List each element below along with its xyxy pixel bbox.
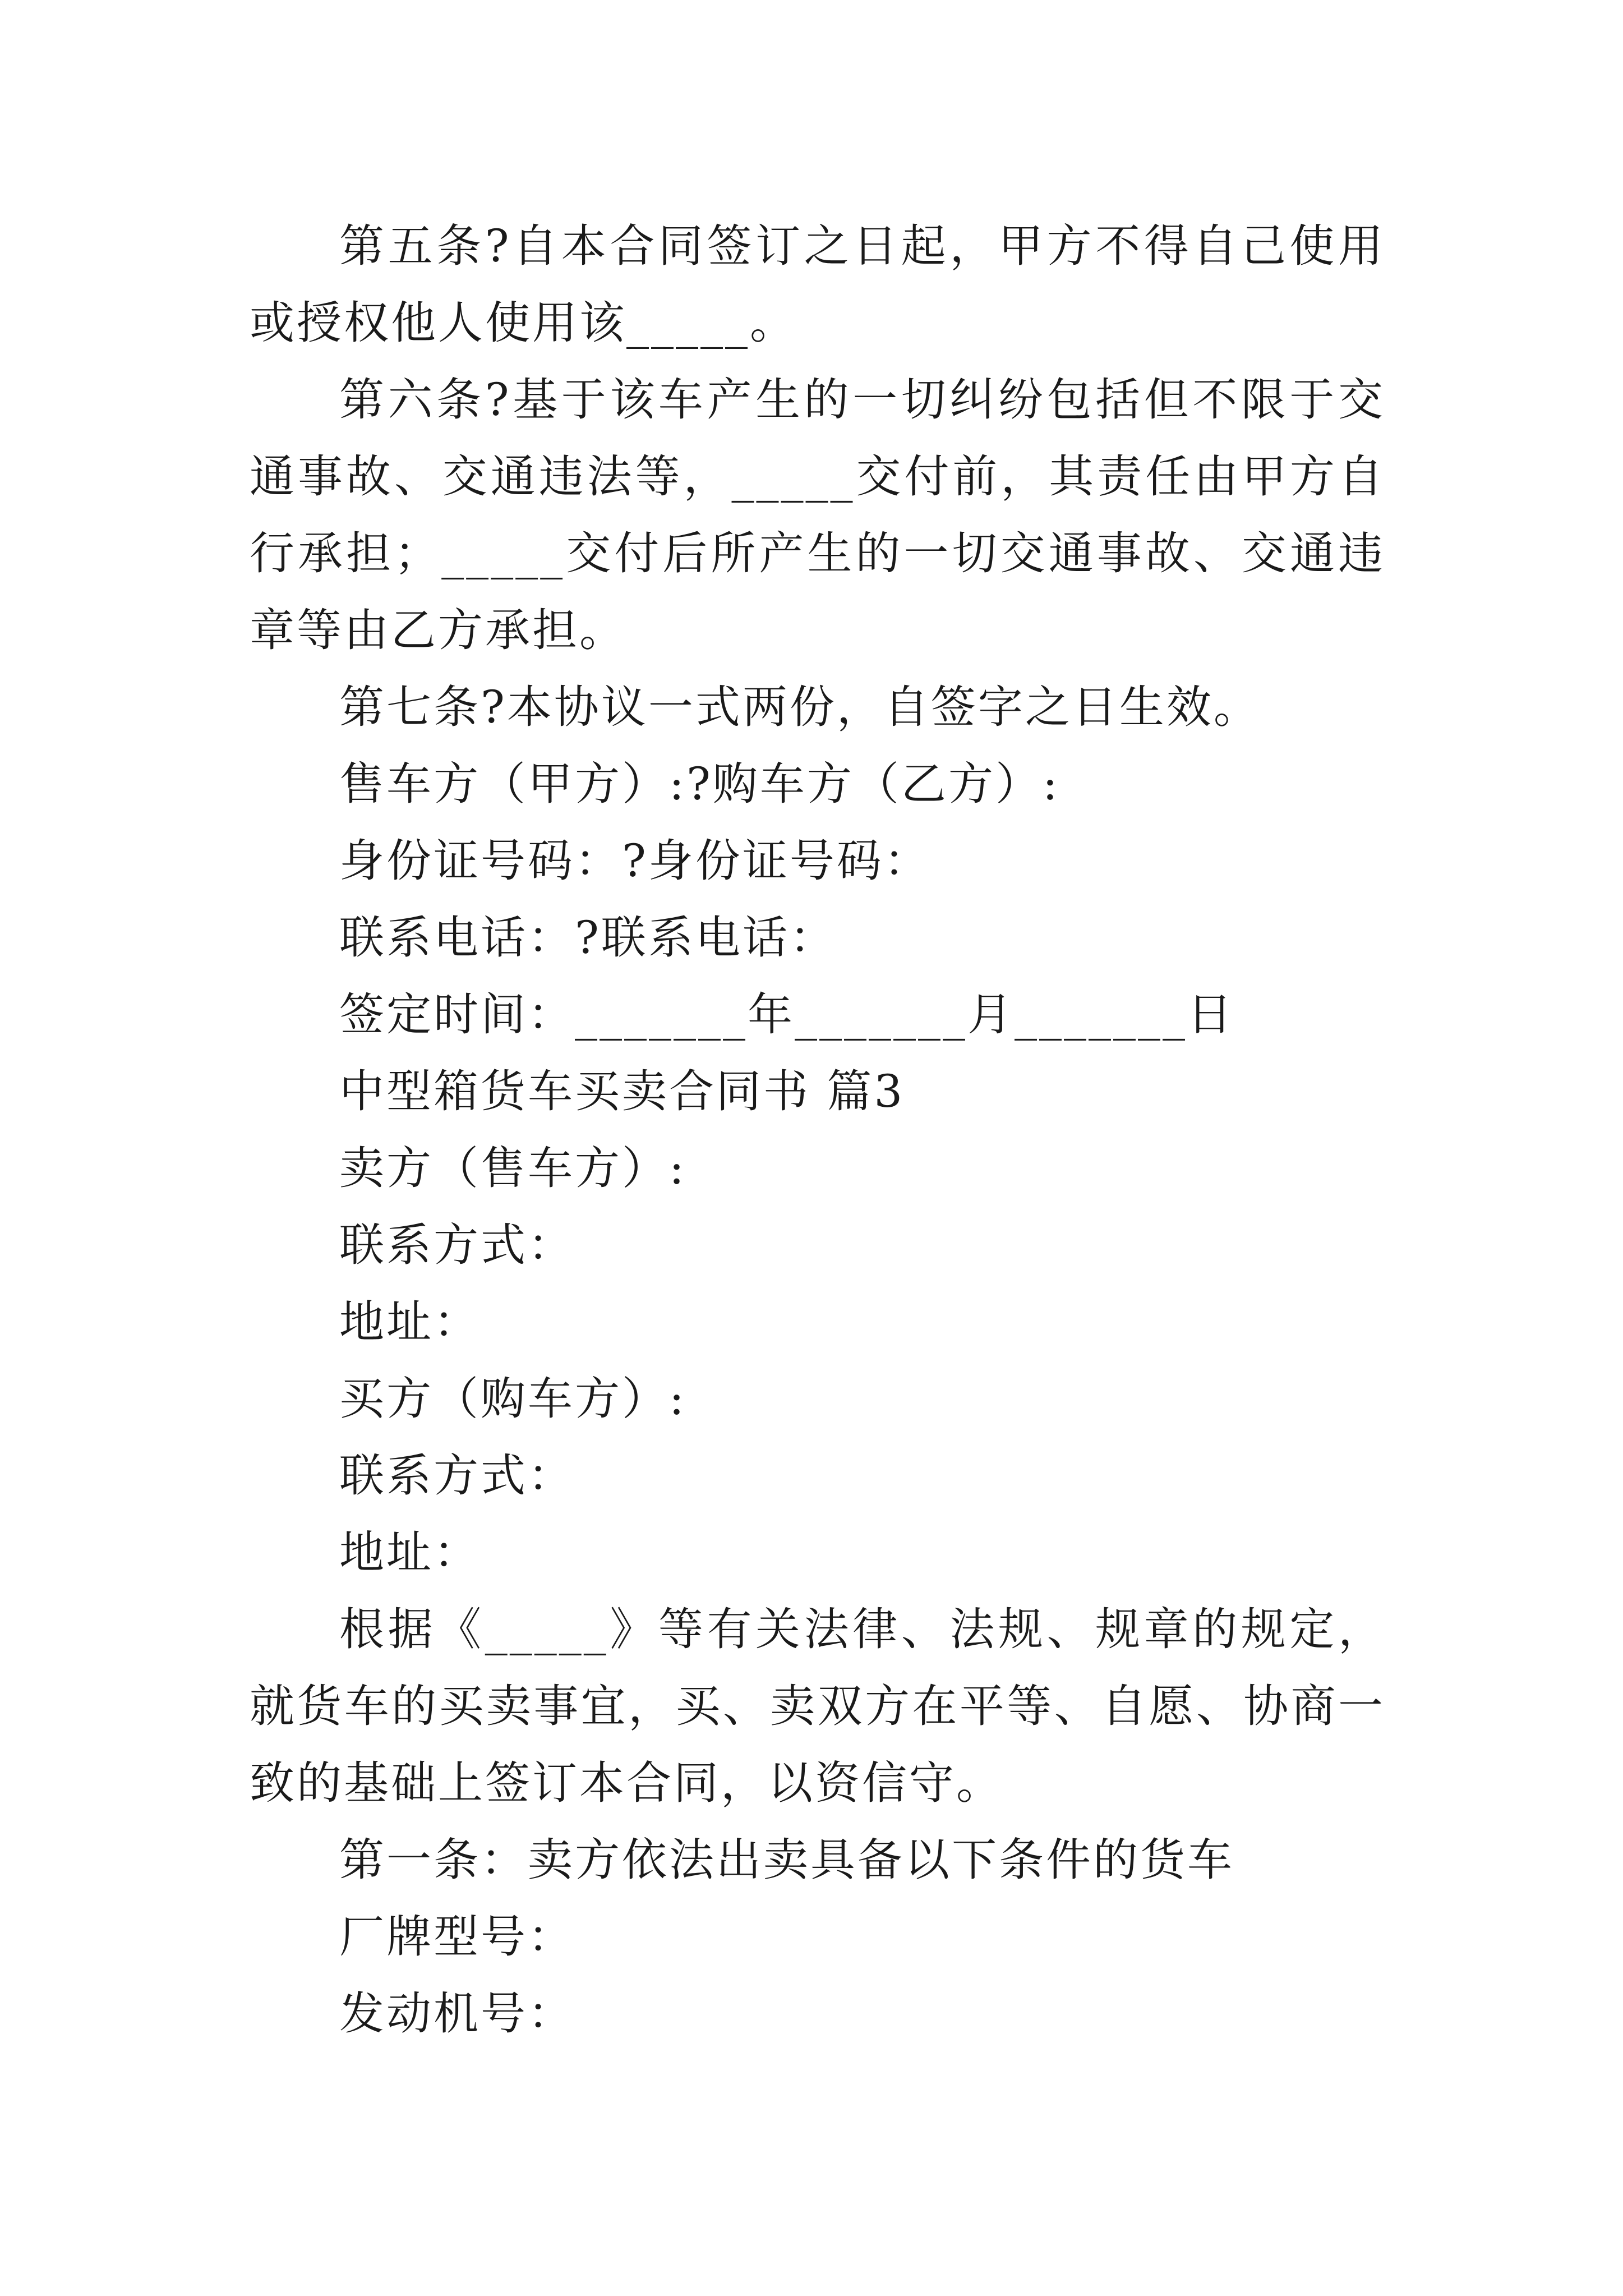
section-heading: 中型箱货车买卖合同书 篇3 (339, 1065, 905, 1117)
preamble: 根据《_____》等有关法律、法规、规章的规定，就货车的买卖事宜，买、卖双方在平等、自愿、协商一致的基础上签订本合同，以资信守。 (250, 1603, 1385, 1809)
phone-line: 联系电话：?联系电话： (339, 912, 837, 964)
id-number-line: 身份证号码：?身份证号码： (339, 835, 931, 887)
buyer-address: 地址： (339, 1526, 481, 1579)
clause-6: 第六条?基于该车产生的一切纠纷包括但不限于交通事故、交通违法等，_____交付前，其责任由甲方自行承担；_____交付后所产生的一切交通事故、交通违章等由乙方承担。 (250, 374, 1385, 656)
clause-5: 第五条?自本合同签订之日起，甲方不得自己使用或授权他人使用该_____。 (250, 220, 1385, 349)
brand-model: 厂牌型号： (339, 1911, 575, 1963)
engine-number: 发动机号： (339, 1987, 575, 2040)
seller-buyer-line: 售车方（甲方）:?购车方（乙方）: (339, 758, 1060, 810)
buyer-contact: 联系方式： (339, 1450, 575, 1502)
sign-date-line: 签定时间：_______年_______月_______日 (339, 988, 1234, 1041)
clause-1: 第一条：卖方依法出卖具备以下条件的货车 (339, 1834, 1234, 1886)
seller-label: 卖方（售车方）: (339, 1142, 686, 1194)
document-body (250, 208, 1385, 2052)
clause-7: 第七条?本协议一式两份，自签字之日生效。 (339, 681, 1261, 733)
seller-contact: 联系方式： (339, 1219, 575, 1271)
buyer-label: 买方（购车方）: (339, 1373, 686, 1425)
seller-address: 地址： (339, 1296, 481, 1348)
